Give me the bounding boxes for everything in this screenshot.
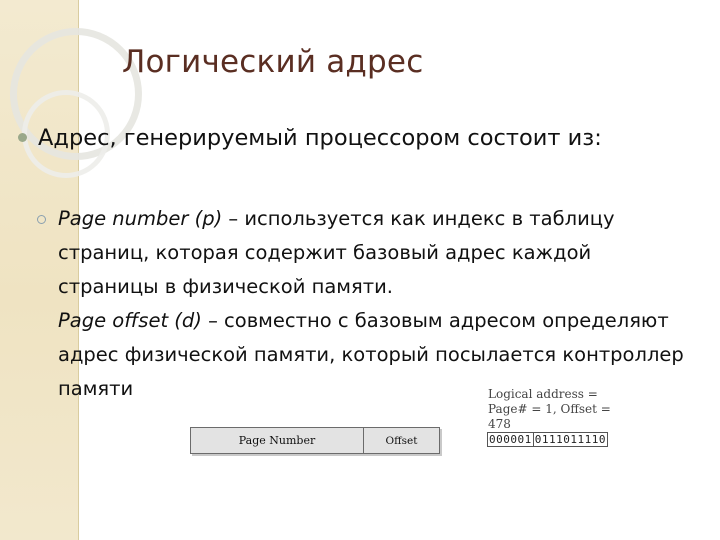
desc-page-offset: – совместно с базовым адресом определяют адрес физической памяти, который посылается контроллер памяти — [58, 309, 684, 400]
term-page-number: Page number (p) — [58, 207, 223, 230]
address-format-table — [190, 427, 440, 454]
bullet-level2 — [37, 202, 687, 406]
bullet-dot-icon — [18, 133, 27, 142]
slide-title: Логический адрес — [122, 44, 424, 80]
bullet-circle-icon — [37, 215, 46, 224]
bullet-level2-body — [37, 202, 687, 406]
offset-cell: Offset — [385, 434, 418, 447]
bullet-level1-text: Адрес, генерируемый процессором состоит из: — [38, 125, 602, 151]
desc-page-number: – используется как индекс в таблицу страниц, которая содержит базовый адрес каждой страницы в физической памяти. — [58, 207, 615, 298]
logical-address-caption — [488, 387, 628, 432]
page-number-cell: Page Number — [191, 428, 364, 453]
offset-bits: 0111011110 — [534, 433, 606, 446]
bullet-level1 — [18, 121, 678, 155]
page-bits: 000001 — [489, 433, 532, 446]
logical-address-line1: Logical address = — [488, 387, 598, 401]
term-page-offset: Page offset (d) — [58, 309, 202, 332]
logical-address-line2: Page# = 1, Offset = 478 — [488, 402, 611, 431]
binary-address — [487, 432, 608, 447]
